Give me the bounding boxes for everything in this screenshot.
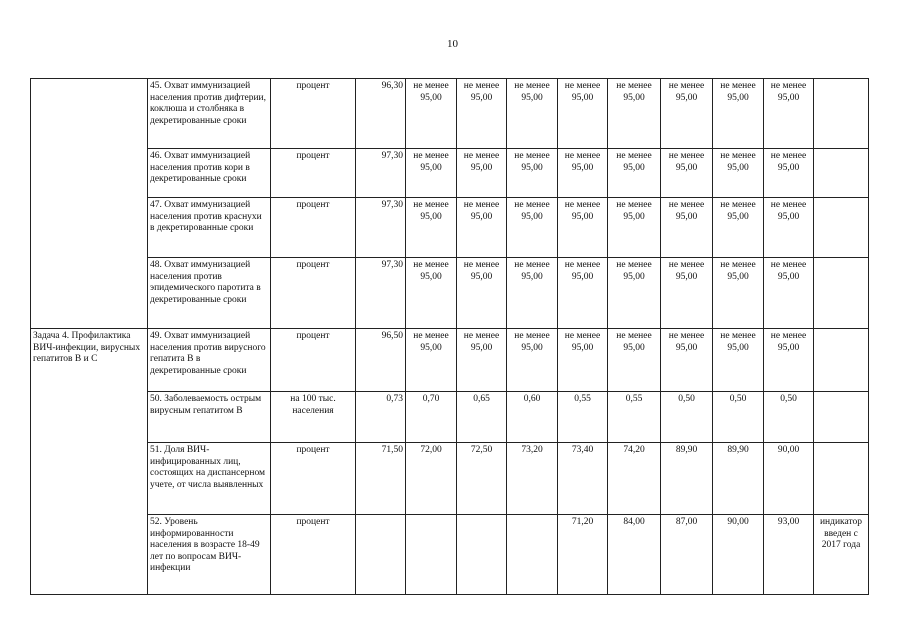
note-cell	[814, 79, 869, 149]
target-value-cell: не менее 95,00	[406, 329, 457, 392]
page-number: 10	[447, 38, 458, 50]
target-value-cell: 0,65	[457, 392, 507, 443]
target-value-cell: не менее 95,00	[608, 198, 661, 258]
target-value-cell: не менее 95,00	[558, 79, 608, 149]
target-value-cell: не менее 95,00	[608, 329, 661, 392]
unit-cell: процент	[271, 79, 356, 149]
target-value-cell: не менее 95,00	[507, 258, 558, 329]
target-value-cell: не менее 95,00	[507, 79, 558, 149]
note-cell	[814, 258, 869, 329]
target-value-cell: не менее 95,00	[764, 149, 814, 198]
note-cell: индикатор введен с 2017 года	[814, 515, 869, 595]
target-value-cell: не менее 95,00	[713, 149, 764, 198]
target-value-cell: не менее 95,00	[558, 258, 608, 329]
target-value-cell	[507, 515, 558, 595]
table-row	[31, 443, 869, 515]
note-cell	[814, 392, 869, 443]
target-value-cell: 89,90	[661, 443, 713, 515]
target-value-cell: 71,20	[558, 515, 608, 595]
indicator-cell: 47. Охват иммунизацией населения против краснухи в декретированные сроки	[148, 198, 271, 258]
target-value-cell	[457, 515, 507, 595]
target-value-cell: не менее 95,00	[764, 198, 814, 258]
target-value-cell: не менее 95,00	[406, 149, 457, 198]
indicators-table	[30, 78, 869, 595]
indicator-cell: 49. Охват иммунизацией населения против вирусного гепатита В в декретированные сроки	[148, 329, 271, 392]
target-value-cell: не менее 95,00	[457, 79, 507, 149]
base-value-cell: 96,50	[356, 329, 406, 392]
note-cell	[814, 329, 869, 392]
table-row	[31, 258, 869, 329]
target-value-cell: не менее 95,00	[713, 79, 764, 149]
task-cell-4: Задача 4. Профилактика ВИЧ-инфекции, вирусных гепатитов В и С	[31, 329, 148, 595]
unit-cell: процент	[271, 329, 356, 392]
target-value-cell: 87,00	[661, 515, 713, 595]
table-row	[31, 329, 869, 392]
base-value-cell: 71,50	[356, 443, 406, 515]
target-value-cell: не менее 95,00	[713, 258, 764, 329]
target-value-cell: не менее 95,00	[608, 149, 661, 198]
target-value-cell: не менее 95,00	[661, 258, 713, 329]
target-value-cell: 0,55	[558, 392, 608, 443]
target-value-cell: 0,50	[661, 392, 713, 443]
target-value-cell: 74,20	[608, 443, 661, 515]
target-value-cell: 0,70	[406, 392, 457, 443]
target-value-cell: не менее 95,00	[457, 258, 507, 329]
table-row	[31, 149, 869, 198]
target-value-cell: не менее 95,00	[507, 149, 558, 198]
target-value-cell: 89,90	[713, 443, 764, 515]
note-cell	[814, 443, 869, 515]
note-cell	[814, 149, 869, 198]
target-value-cell: не менее 95,00	[558, 149, 608, 198]
target-value-cell: 72,00	[406, 443, 457, 515]
task-cell-empty	[31, 79, 148, 329]
target-value-cell: не менее 95,00	[661, 79, 713, 149]
target-value-cell: не менее 95,00	[713, 198, 764, 258]
indicator-cell: 48. Охват иммунизацией населения против эпидемического паротита в декретированные сроки	[148, 258, 271, 329]
unit-cell: процент	[271, 198, 356, 258]
base-value-cell: 0,73	[356, 392, 406, 443]
target-value-cell: не менее 95,00	[457, 149, 507, 198]
target-value-cell: не менее 95,00	[713, 329, 764, 392]
unit-cell: процент	[271, 258, 356, 329]
target-value-cell: не менее 95,00	[457, 198, 507, 258]
target-value-cell: не менее 95,00	[661, 198, 713, 258]
unit-cell: на 100 тыс. населения	[271, 392, 356, 443]
target-value-cell: 90,00	[764, 443, 814, 515]
table-row	[31, 392, 869, 443]
target-value-cell: 0,50	[713, 392, 764, 443]
target-value-cell: 93,00	[764, 515, 814, 595]
target-value-cell: 72,50	[457, 443, 507, 515]
target-value-cell: не менее 95,00	[558, 329, 608, 392]
target-value-cell: 0,60	[507, 392, 558, 443]
target-value-cell: 73,40	[558, 443, 608, 515]
unit-cell: процент	[271, 443, 356, 515]
indicator-cell: 52. Уровень информированности населения в возрасте 18-49 лет по вопросам ВИЧ-инфекции	[148, 515, 271, 595]
target-value-cell: 84,00	[608, 515, 661, 595]
table-row	[31, 198, 869, 258]
target-value-cell: не менее 95,00	[507, 198, 558, 258]
target-value-cell: не менее 95,00	[661, 149, 713, 198]
base-value-cell: 97,30	[356, 149, 406, 198]
target-value-cell: не менее 95,00	[764, 79, 814, 149]
target-value-cell: 0,50	[764, 392, 814, 443]
indicator-cell: 46. Охват иммунизацией населения против кори в декретированные сроки	[148, 149, 271, 198]
indicator-cell: 51. Доля ВИЧ-инфицированных лиц, состоящих на диспансерном учете, от числа выявленных	[148, 443, 271, 515]
target-value-cell: не менее 95,00	[764, 258, 814, 329]
target-value-cell: не менее 95,00	[457, 329, 507, 392]
target-value-cell: не менее 95,00	[558, 198, 608, 258]
target-value-cell: не менее 95,00	[406, 198, 457, 258]
table-row	[31, 515, 869, 595]
target-value-cell: не менее 95,00	[661, 329, 713, 392]
table-row	[31, 79, 869, 149]
base-value-cell: 96,30	[356, 79, 406, 149]
note-cell	[814, 198, 869, 258]
target-value-cell: не менее 95,00	[507, 329, 558, 392]
target-value-cell: 90,00	[713, 515, 764, 595]
target-value-cell: не менее 95,00	[406, 79, 457, 149]
unit-cell: процент	[271, 515, 356, 595]
target-value-cell: не менее 95,00	[608, 258, 661, 329]
indicator-cell: 50. Заболеваемость острым вирусным гепатитом В	[148, 392, 271, 443]
target-value-cell: 73,20	[507, 443, 558, 515]
base-value-cell: 97,30	[356, 198, 406, 258]
base-value-cell	[356, 515, 406, 595]
target-value-cell: 0,55	[608, 392, 661, 443]
indicator-cell: 45. Охват иммунизацией населения против дифтерии, коклюша и столбняка в декретированные сроки	[148, 79, 271, 149]
target-value-cell: не менее 95,00	[608, 79, 661, 149]
target-value-cell	[406, 515, 457, 595]
target-value-cell: не менее 95,00	[764, 329, 814, 392]
unit-cell: процент	[271, 149, 356, 198]
base-value-cell: 97,30	[356, 258, 406, 329]
target-value-cell: не менее 95,00	[406, 258, 457, 329]
